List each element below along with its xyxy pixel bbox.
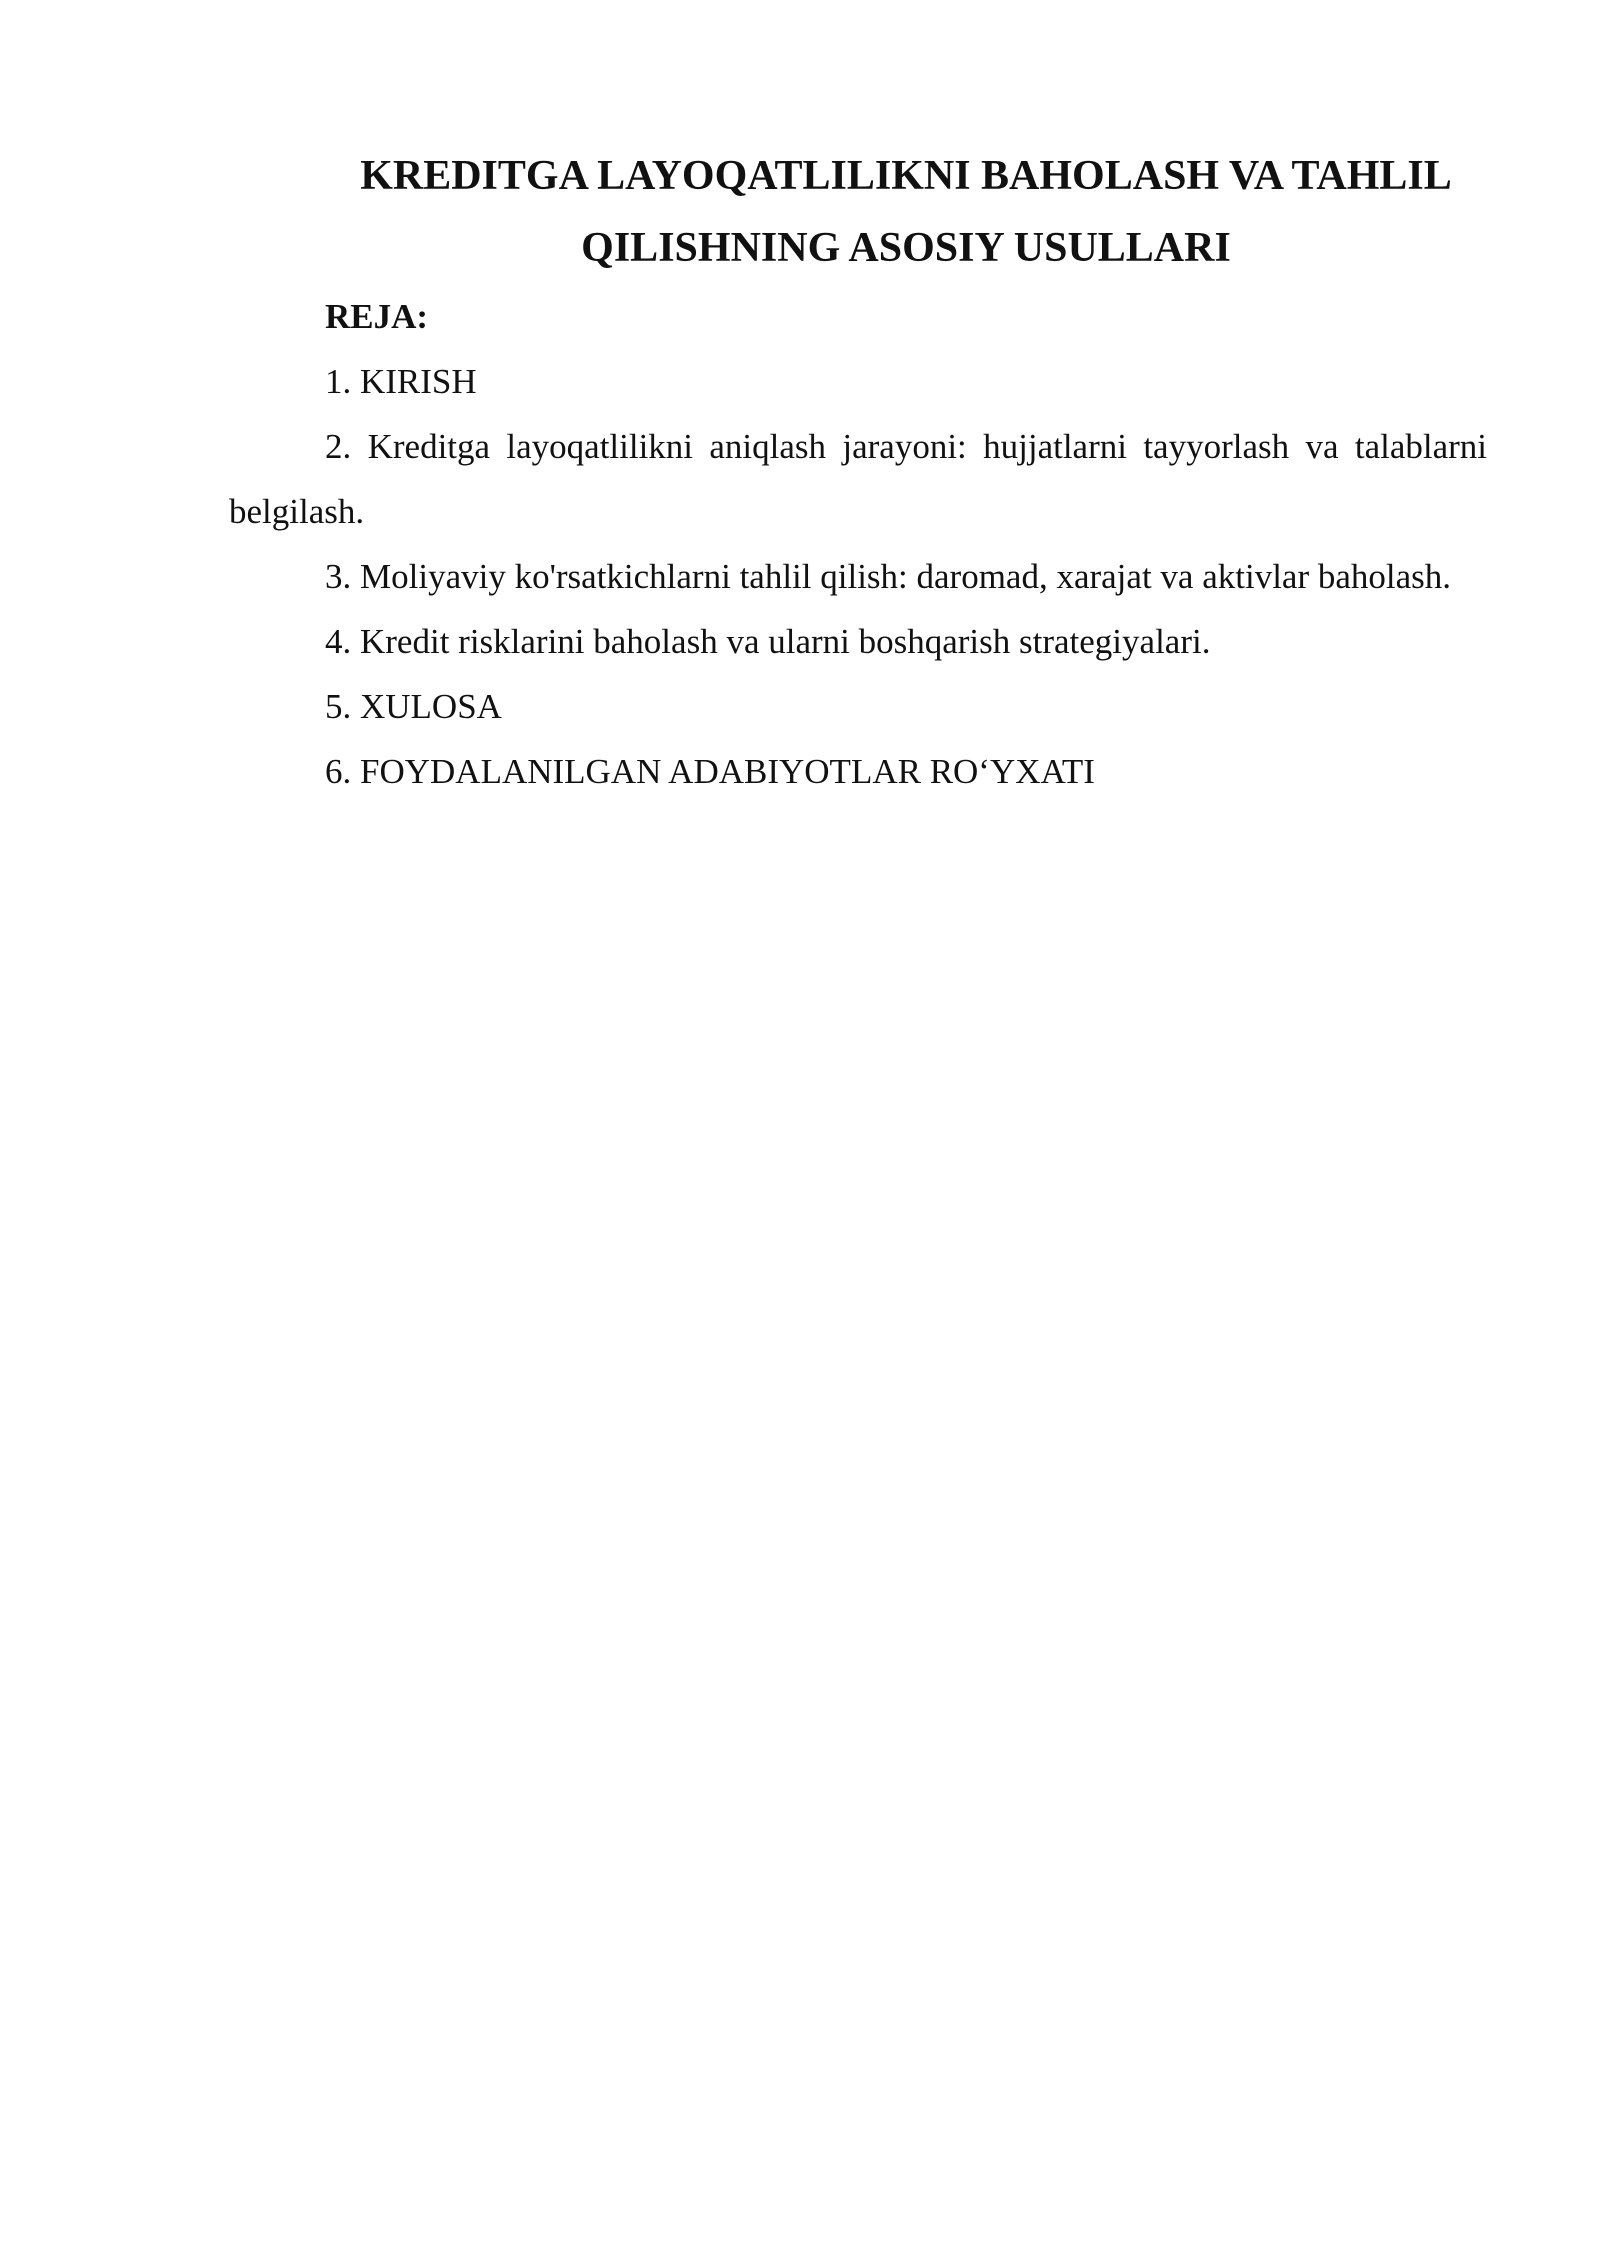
plan-item-1: 1. KIRISH [325,362,477,401]
plan-item-2: 2. Kreditga layoqatlilikni aniqlash jarayoni: hujjatlarni tayyorlash va talablarni belgilash. [229,427,1487,531]
plan-item-3: 3. Moliyaviy ko'rsatkichlarni tahlil qilish: daromad, xarajat va aktivlar baholash. [325,557,1452,596]
document-title [229,140,1487,284]
plan-item-4: 4. Kredit risklarini baholash va ularni boshqarish strategiyalari. [325,622,1211,661]
plan-item-6: 6. FOYDALANILGAN ADABIYOTLAR RO‘YXATI [325,752,1095,791]
plan-heading: REJA: [325,297,429,336]
title-line-2: QILISHNING ASOSIY USULLARI [581,225,1231,271]
plan-item-5: 5. XULOSA [325,687,502,726]
title-line-1: KREDITGA LAYOQATLILIKNI BAHOLASH VA TAHLIL [360,153,1452,199]
document-content [229,140,1487,804]
